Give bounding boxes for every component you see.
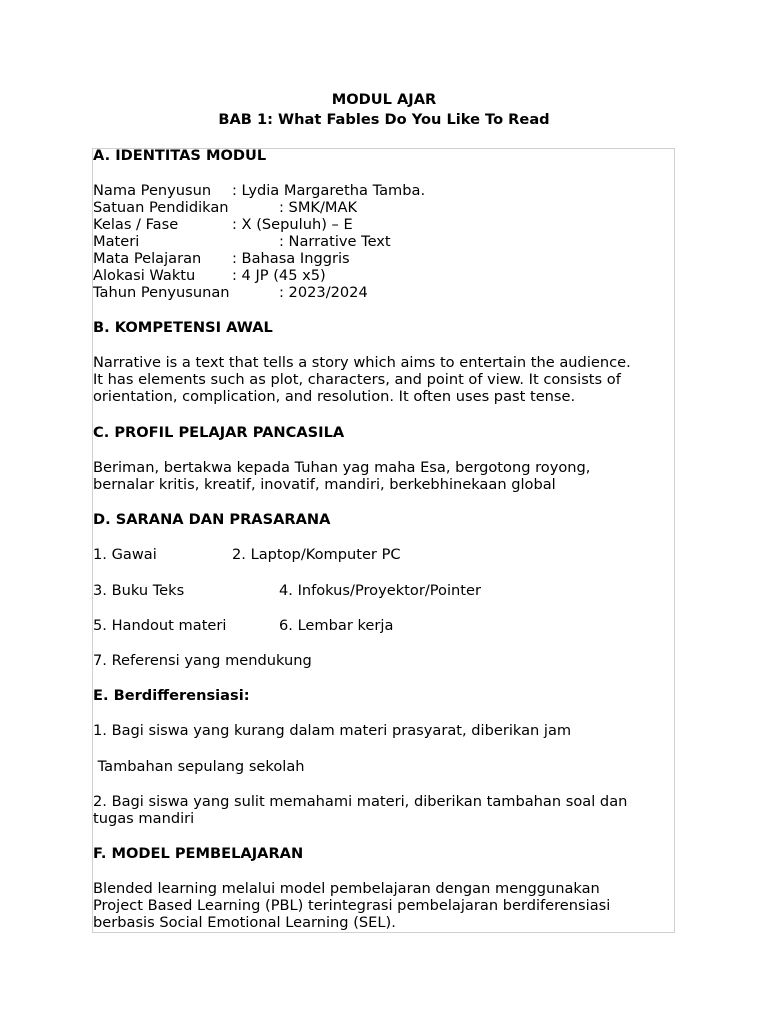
section-b-heading: B. KOMPETENSI AWAL (93, 319, 273, 336)
identity-label-time: Alokasi Waktu (93, 267, 196, 284)
facility-item: 1. Gawai (93, 546, 157, 563)
facility-item: 4. Infokus/Proyektor/Pointer (279, 582, 481, 599)
identity-label-school: Satuan Pendidikan (93, 199, 229, 216)
section-a-heading: A. IDENTITAS MODUL (93, 147, 267, 164)
facility-item: 7. Referensi yang mendukung (93, 652, 312, 669)
identity-label-subject: Mata Pelajaran (93, 250, 202, 267)
section-e-text-line: 2. Bagi siswa yang sulit memahami materi, diberikan tambahan soal dan (93, 793, 628, 810)
section-c-text-line: bernalar kritis, kreatif, inovatif, mandiri, berkebhinekaan global (93, 476, 556, 493)
section-e-text-line: tugas mandiri (93, 810, 195, 827)
section-c-text-line: Beriman, bertakwa kepada Tuhan yag maha Esa, bergotong royong, (93, 459, 591, 476)
section-b-text-line: Narrative is a text that tells a story which aims to entertain the audience. (93, 354, 631, 371)
identity-label-class: Kelas / Fase (93, 216, 179, 233)
facility-item: 3. Buku Teks (93, 582, 185, 599)
identity-value-class: : X (Sepuluh) – E (232, 216, 353, 233)
section-f-text-line: berbasis Social Emotional Learning (SEL). (93, 914, 396, 931)
identity-value-material: : Narrative Text (279, 233, 391, 250)
section-e-heading: E. Berdifferensiasi: (93, 687, 250, 704)
identity-label-material: Materi (93, 233, 140, 250)
identity-label-author: Nama Penyusun (93, 182, 212, 199)
facility-item: 6. Lembar kerja (279, 617, 394, 634)
identity-value-time: : 4 JP (45 x5) (232, 267, 326, 284)
document-title: MODUL AJAR (331, 91, 437, 108)
section-e-text-line: 1. Bagi siswa yang kurang dalam materi prasyarat, diberikan jam (93, 722, 572, 739)
identity-value-year: : 2023/2024 (279, 284, 368, 301)
section-f-text-line: Blended learning melalui model pembelajaran dengan menggunakan (93, 880, 600, 897)
section-d-heading: D. SARANA DAN PRASARANA (93, 511, 331, 528)
section-e-text-line: Tambahan sepulang sekolah (93, 758, 305, 775)
facility-item: 5. Handout materi (93, 617, 227, 634)
identity-value-author: : Lydia Margaretha Tamba. (232, 182, 426, 199)
section-f-heading: F. MODEL PEMBELAJARAN (93, 845, 304, 862)
document-subtitle: BAB 1: What Fables Do You Like To Read (218, 111, 550, 128)
section-b-text-line: It has elements such as plot, characters, and point of view. It consists of (93, 371, 621, 388)
facility-item: 2. Laptop/Komputer PC (232, 546, 401, 563)
section-c-heading: C. PROFIL PELAJAR PANCASILA (93, 424, 345, 441)
section-b-text-line: orientation, complication, and resolution. It often uses past tense. (93, 388, 576, 405)
identity-value-school: : SMK/MAK (279, 199, 358, 216)
identity-value-subject: : Bahasa Inggris (232, 250, 350, 267)
identity-label-year: Tahun Penyusunan (93, 284, 230, 301)
section-f-text-line: Project Based Learning (PBL) terintegrasi pembelajaran berdiferensiasi (93, 897, 611, 914)
